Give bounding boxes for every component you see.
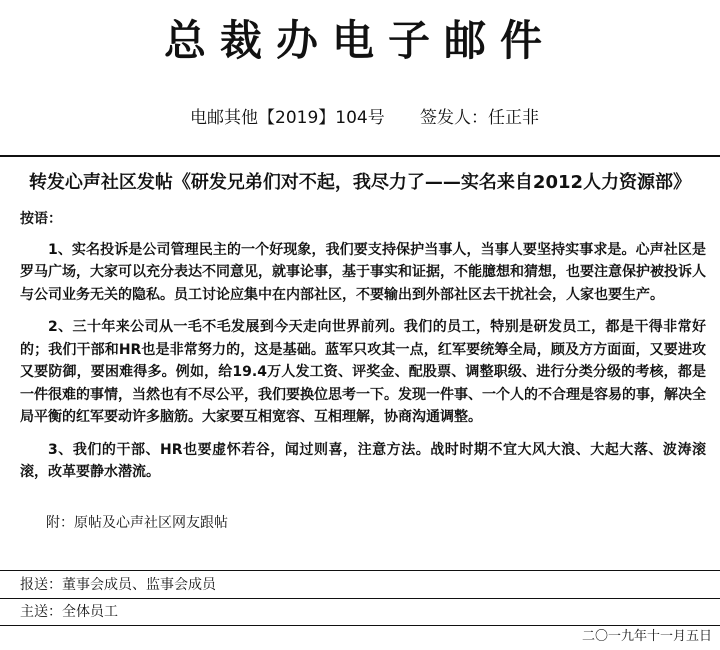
- footer-divider-top: [0, 570, 720, 571]
- attachment-note: 附：原帖及心声社区网友跟帖: [46, 515, 228, 531]
- sender: 签发人：任正非: [420, 108, 539, 128]
- paragraph-3: 3、我们的干部、HR也要虚怀若谷，闻过则喜，注意方法。战时时期不宜大风大浪、大起大落、波涛滚滚，改革要静水潜流。: [20, 441, 706, 480]
- page-title: 总裁办电子邮件: [163, 16, 556, 65]
- footer-divider-bottom: [0, 625, 720, 626]
- email-body: [20, 208, 706, 494]
- header-divider: [0, 155, 720, 157]
- note-label: 按语：: [20, 211, 62, 227]
- footer-divider-middle: [0, 598, 720, 599]
- issue-date: 二〇一九年十一月五日: [581, 629, 712, 644]
- paragraph-1: 1、实名投诉是公司管理民主的一个好现象，我们要支持保护当事人，当事人要坚持实事求是。心声社区是罗马广场，大家可以充分表达不同意见，就事论事，基于事实和证据，不能臆想和猜想，也要注意保护被投诉人与公司业务无关的隐私。员工讨论应集中在内部社区，不要输出到外部社区去干扰社会，人家也要生产。: [20, 241, 706, 303]
- email-subject: 转发心声社区发帖《研发兄弟们对不起，我尽力了——实名来自2012人力资源部》: [28, 172, 692, 193]
- send-to: 主送：全体员工: [20, 604, 118, 620]
- report-to: 报送：董事会成员、监事会成员: [20, 577, 216, 593]
- paragraph-2: 2、三十年来公司从一毛不毛发展到今天走向世界前列。我们的员工，特别是研发员工，都是干得非常好的；我们干部和HR也是非常努力的，这是基础。蓝军只攻其一点，红军要统筹全局，顾及方方面面，又要进攻又要防御，要困难得多。例如，给19.4万人发工资、评奖金、配股票、调整职级、进行分类分级的考核，都是一件很难的事情，当然也有不尽公平，我们要换位思考一下。发现一件事、一个人的不合理是容易的事，解决全局平衡的红军要动许多脑筋。大家要互相宽容、互相理解，协商沟通调整。: [20, 319, 706, 425]
- document-number: 电邮其他【2019】104号: [190, 108, 385, 128]
